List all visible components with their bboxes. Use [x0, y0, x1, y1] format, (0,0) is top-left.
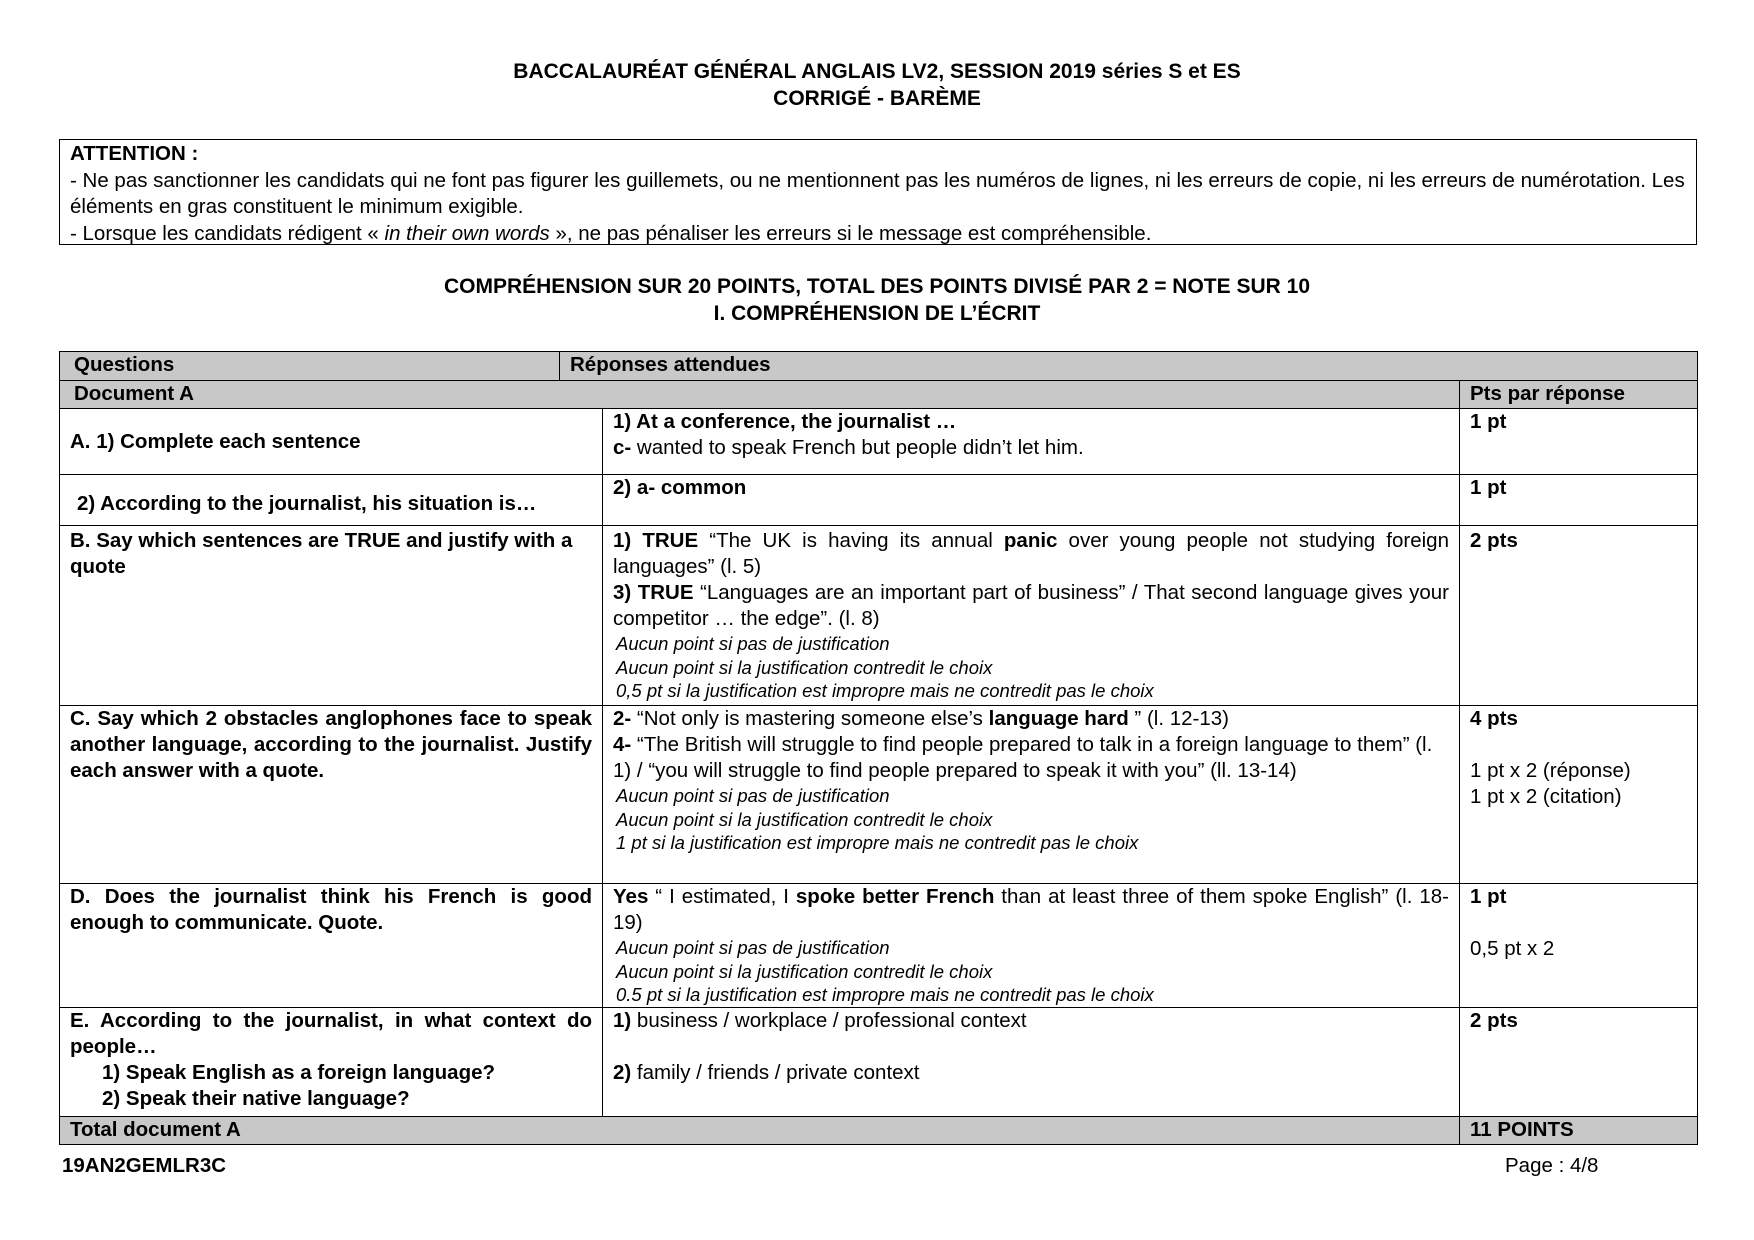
table-row	[60, 409, 1698, 475]
attention-line-2-italic: in their own words	[384, 221, 550, 245]
note-c2: Aucun point si la justification contredit le choix	[616, 808, 993, 830]
document-title: BACCALAURÉAT GÉNÉRAL ANGLAIS LV2, SESSION 2019 séries S et ES	[513, 60, 1241, 83]
header-points: Pts par réponse	[1460, 381, 1698, 409]
note-b1: Aucun point si pas de justification	[616, 633, 890, 654]
table-row	[60, 526, 1698, 706]
total-points: 11 POINTS	[1460, 1117, 1698, 1145]
answer-e1-text: business / workplace / professional context	[631, 1009, 1027, 1032]
section-title: COMPRÉHENSION SUR 20 POINTS, TOTAL DES POINTS DIVISÉ PAR 2 = NOTE SUR 10	[443, 275, 1311, 298]
total-label: Total document A	[60, 1117, 1460, 1145]
document-subtitle: CORRIGÉ - BARÈME	[773, 87, 981, 110]
points-c-cell	[1460, 706, 1698, 884]
attention-box	[59, 139, 1697, 245]
points-d-cell	[1460, 884, 1698, 1008]
document-label: Document A	[60, 381, 1460, 409]
points-c-response: 1 pt x 2 (réponse)	[1470, 759, 1631, 782]
answer-e2-label: 2)	[613, 1061, 632, 1084]
total-row	[60, 1117, 1698, 1145]
document-row	[60, 381, 1698, 409]
note-d1: Aucun point si pas de justification	[616, 937, 890, 958]
note-b2: Aucun point si la justification contredit le choix	[616, 656, 993, 678]
answer-d-yes: Yes	[613, 885, 649, 908]
table-row	[60, 884, 1698, 1008]
question-b: B. Say which sentences are TRUE and justify with a quote	[60, 526, 603, 706]
attention-line-2	[70, 221, 1686, 248]
answer-b3	[613, 580, 1449, 632]
answer-c4-label: 4-	[613, 733, 632, 756]
table-row	[60, 1008, 1698, 1117]
question-e	[60, 1008, 603, 1117]
header-row	[60, 352, 1698, 381]
note-b3: 0,5 pt si la justification est impropre mais ne contredit pas le choix	[616, 680, 1154, 701]
answer-b3-text: “Languages are an important part of business” / That second language gives your competitor … the edge”. (l. 8)	[613, 581, 1449, 630]
answer-b	[603, 526, 1460, 706]
answer-e2	[613, 1060, 1449, 1086]
header-questions: Questions	[60, 352, 560, 381]
attention-line-2-end: », ne pas pénaliser les erreurs si le message est compréhensible.	[549, 221, 1152, 245]
points-a2: 1 pt	[1460, 475, 1698, 526]
points-a1: 1 pt	[1460, 409, 1698, 475]
points-c-quote: 1 pt x 2 (citation)	[1470, 785, 1622, 808]
note-c3: 1 pt si la justification est impropre mais ne contredit pas le choix	[616, 832, 1139, 853]
answer-b1-label: 1) TRUE	[613, 529, 699, 552]
attention-line-2-start: - Lorsque les candidats rédigent «	[70, 221, 385, 245]
points-b: 2 pts	[1460, 526, 1698, 706]
answer-e2-text: family / friends / private context	[631, 1061, 920, 1084]
answer-d-text	[613, 884, 1449, 936]
points-d: 1 pt	[1470, 885, 1507, 908]
answer-b1-post: over young people not studying foreign languages” (l. 5)	[613, 529, 1449, 578]
question-e2: 2) Speak their native language?	[102, 1087, 410, 1110]
question-e1: 1) Speak English as a foreign language?	[102, 1061, 496, 1084]
answer-c	[603, 706, 1460, 884]
answer-c2-pre: “Not only is mastering someone else’s	[631, 707, 989, 730]
section-subtitle: I. COMPRÉHENSION DE L’ÉCRIT	[713, 302, 1041, 325]
answer-a1	[603, 409, 1460, 475]
answer-e1-label: 1)	[613, 1009, 632, 1032]
note-d3: 0.5 pt si la justification est impropre mais ne contredit pas le choix	[616, 984, 1154, 1005]
answer-c2-label: 2-	[613, 707, 632, 730]
question-a2: 2) According to the journalist, his situation is…	[60, 475, 603, 526]
table-row	[60, 706, 1698, 884]
document-code: 19AN2GEMLR3C	[62, 1154, 227, 1177]
answer-d-pre: “ I estimated, I	[648, 885, 796, 908]
answer-c2-bold: language hard	[988, 707, 1129, 730]
points-d-sub: 0,5 pt x 2	[1470, 937, 1555, 960]
points-e: 2 pts	[1460, 1008, 1698, 1117]
answer-c2	[613, 706, 1449, 732]
answer-b1	[613, 528, 1449, 580]
answer-a2: 2) a- common	[603, 475, 1460, 526]
answer-a1-text: wanted to speak French but people didn’t let him.	[631, 436, 1084, 459]
header-answers: Réponses attendues	[560, 352, 1698, 381]
answer-d-bold: spoke better French	[795, 885, 995, 908]
answer-e1	[613, 1008, 1449, 1034]
answer-d-post: than at least three of them spoke English” (l. 18-19)	[613, 885, 1449, 934]
answer-b1-pre: “The UK is having its annual	[698, 529, 1004, 552]
points-c: 4 pts	[1470, 707, 1518, 730]
answer-a1-letter: c-	[613, 436, 632, 459]
attention-line-1: - Ne pas sanctionner les candidats qui ne font pas figurer les guillemets, ou ne mentionnent pas les numéros de lignes, ni les erreurs de copie, ni les erreurs de numérotation. Les éléments en gras constituent le minimum exigible.	[70, 168, 1685, 218]
answer-c4	[613, 732, 1449, 784]
answer-a1-head: 1) At a conference, the journalist …	[613, 410, 957, 433]
answer-c2-post: ” (l. 12-13)	[1128, 707, 1229, 730]
attention-title: ATTENTION :	[70, 142, 199, 165]
table-row	[60, 475, 1698, 526]
answer-a1-body	[613, 435, 1449, 461]
question-d: D. Does the journalist think his French is good enough to communicate. Quote.	[60, 884, 603, 1008]
answer-b1-bold: panic	[1003, 529, 1058, 552]
question-e-main: E. According to the journalist, in what context do people…	[70, 1009, 592, 1058]
page-number: Page : 4/8	[1505, 1154, 1599, 1177]
answer-b3-label: 3) TRUE	[613, 581, 694, 604]
grading-table	[59, 351, 1698, 1145]
answer-e	[603, 1008, 1460, 1117]
note-c1: Aucun point si pas de justification	[616, 785, 890, 806]
note-d2: Aucun point si la justification contredit le choix	[616, 960, 993, 982]
question-c: C. Say which 2 obstacles anglophones face to speak another language, according to the journalist. Justify each answer with a quote.	[60, 706, 603, 884]
answer-c4-text: “The British will struggle to find people prepared to talk in a foreign language to them” (l. 1) / “you will struggle to find people prepared to speak it with you” (ll. 13-14)	[613, 733, 1433, 782]
answer-d	[603, 884, 1460, 1008]
question-a1: A. 1) Complete each sentence	[60, 409, 603, 475]
